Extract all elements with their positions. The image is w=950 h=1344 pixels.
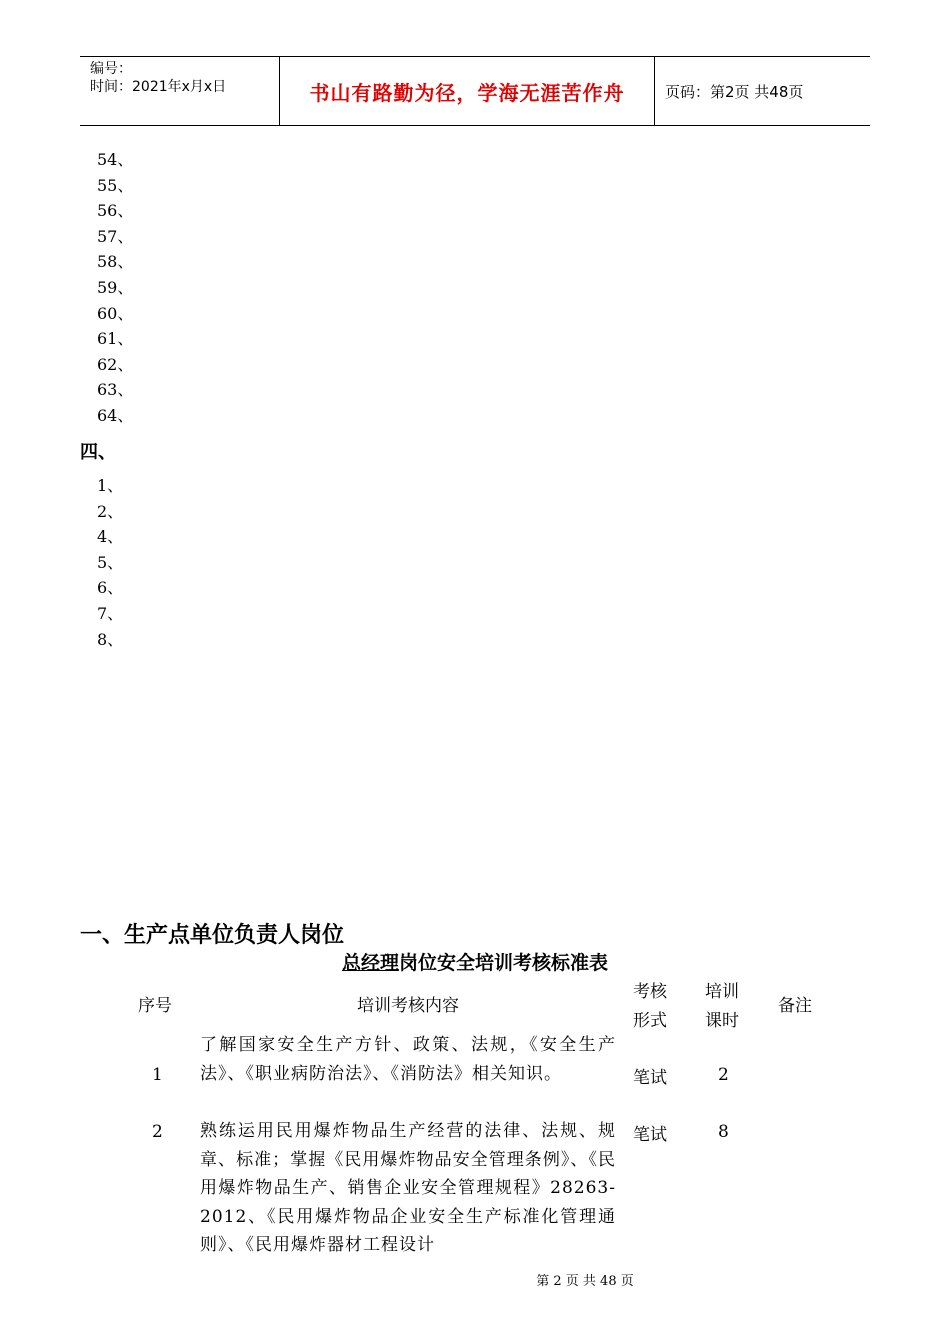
row2-content: 熟练运用民用爆炸物品生产经营的法律、法规、规章、标准；掌握《民用爆炸物品安全管理条例》、《民用爆炸物品生产、销售企业安全管理规程》28263-2012、《民用爆炸物品企业安全生产标准化管理通则》、《民用爆炸器材工程设计: [200, 1121, 616, 1256]
heading-one: 一、生产点单位负责人岗位: [80, 923, 345, 948]
header-meta: [80, 57, 280, 125]
list-item: 63、: [97, 380, 134, 400]
row2-seq: 2: [152, 1122, 163, 1142]
list-item: 6、: [97, 578, 124, 598]
col-header-form-2: 形式: [633, 1011, 667, 1031]
list-item: 4、: [97, 527, 124, 547]
list-item: 56、: [97, 201, 134, 221]
list-item: 54、: [97, 150, 134, 169]
serial-label: 编号：: [90, 61, 132, 77]
page-footer: 第 2 页 共 48 页: [536, 1274, 634, 1289]
col-header-seq: 序号: [138, 996, 172, 1016]
header-motto: 书山有路勤为径，学海无涯苦作舟: [280, 57, 655, 125]
list-item: 2、: [97, 501, 124, 521]
list-item: 58、: [97, 252, 134, 272]
col-header-hours-1: 培训: [705, 982, 739, 1002]
list-item: 7、: [97, 603, 124, 623]
col-header-note: 备注: [778, 996, 812, 1016]
list-item: 5、: [97, 552, 124, 572]
list-item: 55、: [97, 175, 134, 195]
numbered-list-a: [97, 147, 133, 429]
col-header-hours-2: 课时: [705, 1011, 739, 1031]
list-item: 64、: [97, 405, 134, 425]
list-item: 8、: [97, 629, 124, 649]
page-header: [80, 56, 870, 126]
col-header-content: 培训考核内容: [357, 996, 459, 1016]
row2-form: 笔试: [633, 1125, 667, 1145]
section-four-heading: 四、: [80, 442, 116, 463]
table-title-role: 总经理: [341, 952, 399, 974]
row1-form: 笔试: [633, 1068, 667, 1088]
list-item: 57、: [97, 226, 134, 246]
table-title: [0, 948, 950, 975]
row1-seq: 1: [152, 1065, 163, 1085]
numbered-list-b: [97, 473, 123, 652]
time-label: 时间：2021年x月x日: [90, 79, 227, 95]
header-page-info: 页码：第2页 共48页: [665, 82, 804, 101]
row1-content: 了解国家安全生产方针、政策、法规，《安全生产法》、《职业病防治法》、《消防法》相关知识。: [200, 1035, 616, 1084]
table-title-rest: 岗位安全培训考核标准表: [399, 952, 609, 974]
list-item: 60、: [97, 303, 134, 323]
list-item: 62、: [97, 354, 134, 374]
list-item: 59、: [97, 277, 134, 297]
list-item: 1、: [97, 476, 124, 495]
row1-hours: 2: [718, 1065, 729, 1085]
list-item: 61、: [97, 329, 134, 349]
row2-hours: 8: [718, 1122, 729, 1142]
col-header-form-1: 考核: [633, 982, 667, 1002]
